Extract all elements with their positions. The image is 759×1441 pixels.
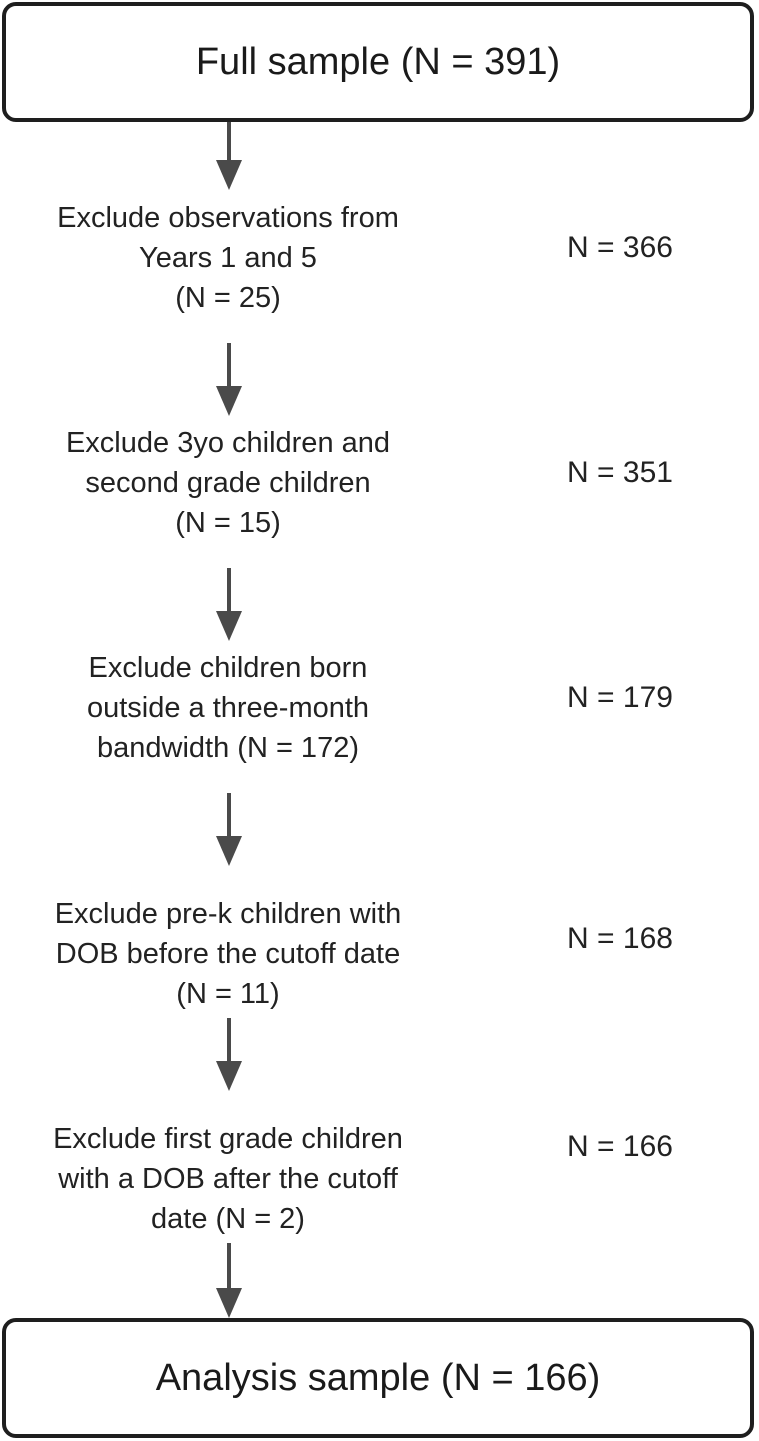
step-5-line-2: with a DOB after the cutoff: [58, 1163, 398, 1195]
step-4-line-1: Exclude pre-k children with: [54, 898, 402, 930]
step-5-line-3: date (N = 2): [151, 1203, 305, 1235]
arrow-1: [216, 122, 242, 190]
step-3-line-1: Exclude children born: [88, 652, 368, 684]
step-3-line-3: bandwidth (N = 172): [97, 732, 359, 764]
analysis-sample-label: Analysis sample (N = 166): [155, 1356, 601, 1399]
step-2-line-1: Exclude 3yo children and: [65, 427, 391, 459]
step-1-line-1: Exclude observations from: [57, 202, 399, 234]
remaining-count-5: N = 166: [567, 1130, 673, 1163]
arrow-2: [216, 343, 242, 416]
step-4-line-2: DOB before the cutoff date: [55, 938, 401, 970]
step-1-line-2: Years 1 and 5: [139, 242, 317, 274]
remaining-count-4: N = 168: [567, 922, 673, 955]
arrow-4: [216, 793, 242, 866]
remaining-count-1: N = 366: [567, 231, 673, 264]
full-sample-label: Full sample (N = 391): [195, 40, 561, 83]
arrow-5: [216, 1018, 242, 1091]
remaining-count-2: N = 351: [567, 456, 673, 489]
arrow-3: [216, 568, 242, 641]
step-1-line-3: (N = 25): [175, 282, 281, 314]
remaining-count-3: N = 179: [567, 681, 673, 714]
step-2-line-2: second grade children: [85, 467, 371, 499]
step-2-line-3: (N = 15): [175, 507, 281, 539]
step-4-line-3: (N = 11): [176, 978, 280, 1010]
arrow-6: [216, 1243, 242, 1318]
step-3-line-2: outside a three-month: [86, 692, 370, 724]
step-5-line-1: Exclude first grade children: [53, 1123, 403, 1155]
